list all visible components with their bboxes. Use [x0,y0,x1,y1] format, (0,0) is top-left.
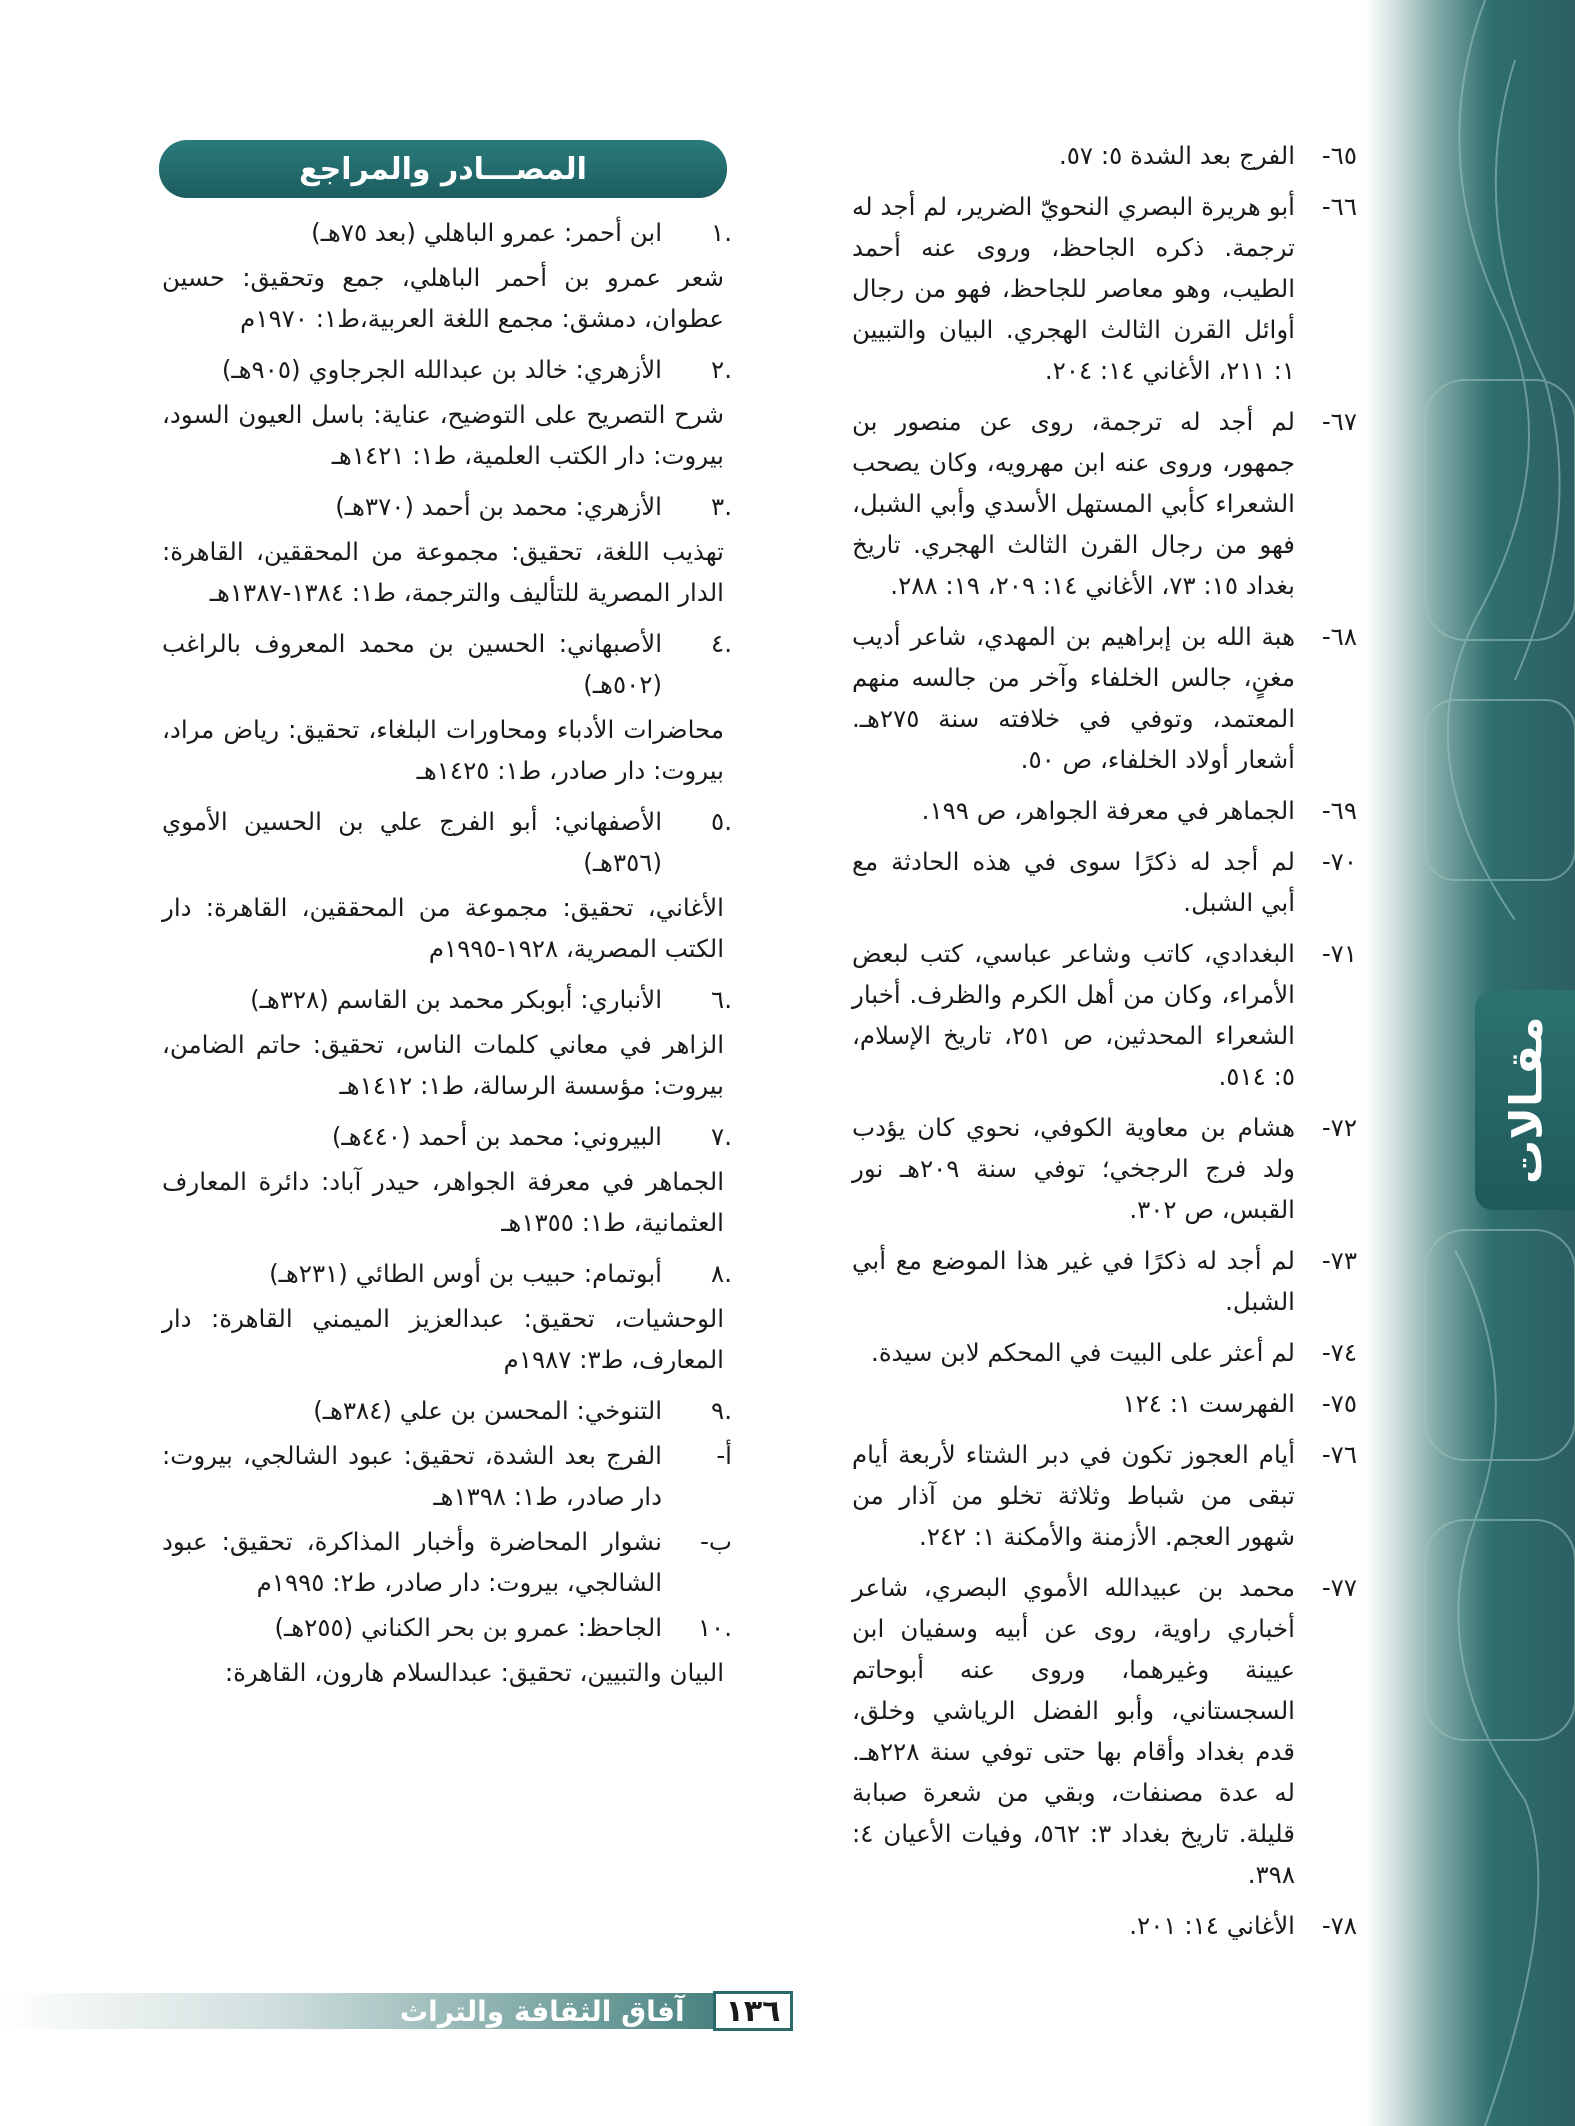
footnote-number: ٧٨- [1321,1911,1357,1940]
reference-entry [162,623,732,705]
footnote-item [852,1240,1357,1322]
reference-number: .٦ [711,985,732,1014]
reference-details: الزاهر في معاني كلمات الناس، تحقيق: حاتم الضامن، بيروت: مؤسسة الرسالة، ط١: ١٤١٢هـ [162,1030,724,1100]
reference-author: الأزهري: محمد بن أحمد (٣٧٠هـ) [335,492,662,521]
footnote-item [852,790,1357,831]
reference-number: .٢ [711,355,732,384]
reference-details: الجماهر في معرفة الجواهر، حيدر آباد: دائرة المعارف العثمانية، ط١: ١٣٥٥هـ [162,1167,724,1237]
footnote-number: ٦٧- [1321,407,1357,436]
reference-number: ب- [700,1527,732,1556]
footnote-text: البغدادي، كاتب وشاعر عباسي، كتب لبعض الأمراء، وكان من أهل الكرم والظرف. أخبار الشعراء المحدثين، ص ٢٥١، تاريخ الإسلام، ٥: ٥١٤. [852,939,1295,1091]
footnote-number: ٧٥- [1321,1389,1357,1418]
reference-author: الفرج بعد الشدة، تحقيق: عبود الشالجي، بيروت: دار صادر، ط١: ١٣٩٨هـ [162,1441,662,1511]
footnote-number: ٧٣- [1321,1246,1357,1275]
footnote-item [852,1383,1357,1424]
footnote-number: ٦٨- [1321,622,1357,651]
reference-author: الأزهري: خالد بن عبدالله الجرجاوي (٩٠٥هـ) [221,355,662,384]
footnote-number: ٦٦- [1321,192,1357,221]
footnote-item [852,1107,1357,1230]
reference-author: الأنباري: أبوبكر محمد بن القاسم (٣٢٨هـ) [250,985,662,1014]
reference-entry [162,1435,732,1517]
footnote-text: لم أجد له ذكرًا في غير هذا الموضع مع أبي الشبل. [852,1246,1295,1316]
page-number: ١٣٦ [713,1991,793,2031]
footnote-item [852,1434,1357,1557]
reference-entry [162,1390,732,1431]
reference-details: الأغاني، تحقيق: مجموعة من المحققين، القاهرة: دار الكتب المصرية، ١٩٢٨-١٩٩٥م [162,893,724,963]
footnote-number: ٧٤- [1321,1338,1357,1367]
footnote-item [852,1905,1357,1946]
footnote-number: ٦٩- [1321,796,1357,825]
footnote-number: ٧٠- [1321,847,1357,876]
reference-number: .١٠ [697,1613,732,1642]
footnote-number: ٧٦- [1321,1440,1357,1469]
reference-details: محاضرات الأدباء ومحاورات البلغاء، تحقيق: رياض مراد، بيروت: دار صادر، ط١: ١٤٢٥هـ [162,715,724,785]
footnote-item [852,186,1357,391]
footnote-text: أبو هريرة البصري النحويّ الضرير، لم أجد له ترجمة. ذكره الجاحظ، وروى عنه أحمد الطيب، وهو معاصر للجاحظ، فهو من رجال أوائل القرن الثالث الهجري. البيان والتبيين ١: ٢١١، الأغاني ١٤: ٢٠٤. [852,192,1295,385]
footnote-text: هشام بن معاوية الكوفي، نحوي كان يؤدب ولد فرج الرجخي؛ توفي سنة ٢٠٩هـ نور القبس، ص ٣٠٢. [852,1113,1295,1224]
reference-author: الأصفهاني: أبو الفرج علي بن الحسين الأموي (٣٥٦هـ) [162,807,662,877]
reference-entry [162,486,732,527]
reference-details: شرح التصريح على التوضيح، عناية: باسل العيون السود، بيروت: دار الكتب العلمية، ط١: ١٤٢١هـ [162,400,724,470]
reference-number: .٤ [711,629,732,658]
footnote-item [852,933,1357,1097]
footnote-item [852,616,1357,780]
footnote-item [852,1332,1357,1373]
footnote-text: الفرج بعد الشدة ٥: ٥٧. [1058,141,1295,170]
reference-number: .٣ [711,492,732,521]
footnote-item [852,841,1357,923]
reference-entry [162,1521,732,1603]
reference-number: .٩ [711,1396,732,1425]
reference-author: أبوتمام: حبيب بن أوس الطائي (٢٣١هـ) [269,1259,662,1288]
footnote-text: لم أجد له ذكرًا سوى في هذه الحادثة مع أبي الشبل. [852,847,1295,917]
footnote-text: هبة الله بن إبراهيم بن المهدي، شاعر أديب مغنٍ، جالس الخلفاء وآخر من جالسه منهم المعتمد، وتوفي في خلافته سنة ٢٧٥هـ. أشعار أولاد الخلفاء، ص ٥٠. [852,622,1295,774]
footnote-text: الجماهر في معرفة الجواهر، ص ١٩٩. [921,796,1295,825]
section-label: مقـالات [1501,1016,1553,1184]
footnote-text: الفهرست ١: ١٢٤ [1122,1389,1295,1418]
reference-number: .٥ [711,807,732,836]
footnote-text: الأغاني ١٤: ٢٠١. [1129,1911,1295,1940]
footnote-text: محمد بن عبيدالله الأموي البصري، شاعر أخباري راوية، روى عن أبيه وسفيان ابن عيينة وغيرهما، وروى عنه أبوحاتم السجستاني، وأبو الفضل الرياشي وخلق، قدم بغداد وأقام بها حتى توفي سنة ٢٢٨هـ. له عدة مصنفات، وبقي من شعرة صبابة قليلة. تاريخ بغداد ٣: ٥٦٢، وفيات الأعيان ٤: ٣٩٨. [852,1573,1295,1889]
footnote-number: ٧١- [1321,939,1357,968]
magazine-title: آفاق الثقافة والتراث [400,1994,685,2028]
reference-number: .٧ [711,1122,732,1151]
reference-author: الجاحظ: عمرو بن بحر الكناني (٢٥٥هـ) [274,1613,662,1642]
reference-entry [162,349,732,390]
footnote-item [852,1567,1357,1895]
reference-entry [162,801,732,883]
footnote-number: ٧٢- [1321,1113,1357,1142]
reference-entry [162,212,732,253]
footnote-number: ٦٥- [1321,141,1357,170]
references-column [162,212,732,1703]
reference-author: التنوخي: المحسن بن علي (٣٨٤هـ) [313,1396,662,1425]
reference-details: تهذيب اللغة، تحقيق: مجموعة من المحققين، القاهرة: الدار المصرية للتأليف والترجمة، ط١: ١٣٨٤-١٣٨٧هـ [162,537,724,607]
reference-entry [162,1607,732,1648]
reference-number: .١ [711,218,732,247]
reference-entry [162,979,732,1020]
footnote-text: لم أعثر على البيت في المحكم لابن سيدة. [871,1338,1295,1367]
footnote-item [852,401,1357,606]
reference-author: الأصبهاني: الحسين بن محمد المعروف بالراغب (٥٠٢هـ) [162,629,662,699]
references-title: المصـــادر والمراجع [159,140,727,198]
reference-details: الوحشيات، تحقيق: عبدالعزيز الميمني القاهرة: دار المعارف، ط٣: ١٩٨٧م [162,1304,724,1374]
reference-author: البيروني: محمد بن أحمد (٤٤٠هـ) [331,1122,662,1151]
reference-number: أ- [716,1441,732,1470]
reference-number: .٨ [711,1259,732,1288]
reference-details: شعر عمرو بن أحمر الباهلي، جمع وتحقيق: حسين عطوان، دمشق: مجمع اللغة العربية،ط١: ١٩٧٠م [162,263,724,333]
footnote-text: أيام العجوز تكون في دبر الشتاء لأربعة أيام تبقى من شباط وثلاثة تخلو من آذار من شهور العجم. الأزمنة والأمكنة ١: ٢٤٢. [852,1440,1295,1551]
reference-entry [162,1253,732,1294]
footnote-text: لم أجد له ترجمة، روى عن منصور بن جمهور، وروى عنه ابن مهرويه، وكان يصحب الشعراء كأبي المستهل الأسدي وأبي الشبل، فهو من رجال القرن الثالث الهجري. تاريخ بغداد ١٥: ٧٣، الأغاني ١٤: ٢٠٩، ١٩: ٢٨٨. [852,407,1295,600]
footnote-number: ٧٧- [1321,1573,1357,1602]
footnote-item [852,135,1357,176]
reference-author: نشوار المحاضرة وأخبار المذاكرة، تحقيق: عبود الشالجي، بيروت: دار صادر، ط٢: ١٩٩٥م [162,1527,662,1597]
reference-entry [162,1116,732,1157]
notes-column [852,135,1357,1956]
reference-details: البيان والتبيين، تحقيق: عبدالسلام هارون، القاهرة: [224,1658,724,1687]
reference-author: ابن أحمر: عمرو الباهلي (بعد ٧٥هـ) [311,218,662,247]
